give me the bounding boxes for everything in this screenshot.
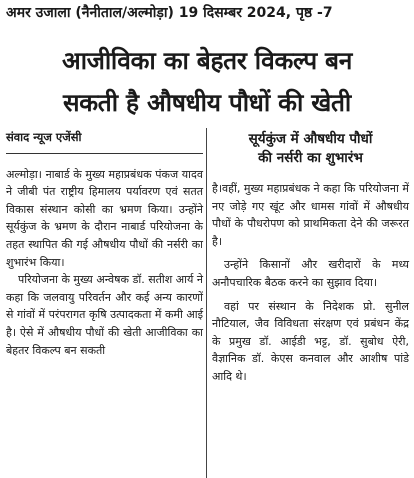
article-paragraph: है।वहीं, मुख्य महाप्रबंधक ने कहा कि परियोजना में नए जोड़े गए खूंट और धामस गांवों में औषधीय पौधों के पौधरोपण को प्राथमिकता देने की जरूरत है। bbox=[212, 182, 409, 248]
subheading bbox=[212, 130, 409, 168]
article-paragraph: वहां पर संस्थान के निदेशक प्रो. सुनील नौटियाल, जैव विविधता संरक्षण एवं प्रबंधन केंद्र के प्रमुख डॉ. आईडी भट्ट, डॉ. सुबोध ऐरी, वैज्ञानिक डॉ. केएस कनवाल और आशीष पांडे आदि थे। bbox=[212, 299, 409, 383]
right-column bbox=[212, 128, 409, 386]
article-paragraph: अल्मोड़ा। नाबार्ड के मुख्य महाप्रबंधक पंकज यादव ने जीबी पंत राष्ट्रीय हिमालय पर्यावरण एवं सतत विकास संस्थान कोसी का भ्रमण किया। उन्होंने सूर्यकुंज के भ्रमण के दौरान नाबार्ड परियोजना के तहत स्थापित की गई औषधीय पौधों की नर्सरी का शुभारंभ किया। bbox=[6, 167, 203, 269]
column-divider bbox=[206, 128, 207, 478]
headline bbox=[0, 40, 414, 124]
byline-rule bbox=[6, 153, 203, 154]
byline: संवाद न्यूज एजेंसी bbox=[6, 130, 82, 144]
subheading-line-2: की नर्सरी का शुभारंभ bbox=[258, 150, 363, 166]
headline-line-2: सकती है औषधीय पौधों की खेती bbox=[63, 88, 351, 117]
article-paragraph: परियोजना के मुख्य अन्वेषक डॉ. सतीश आर्य ने कहा कि जलवायु परिवर्तन और कई अन्य कारणों से गांवों में परंपरागत कृषि उत्पादकता में कमी आई है। ऐसे में औषधीय पौधों की खेती आजीविका का बेहतर विकल्प बन सकती bbox=[6, 273, 203, 357]
subheading-line-1: सूर्यकुंज में औषधीय पौधों bbox=[248, 131, 373, 147]
masthead: अमर उजाला (नैनीताल/अल्मोड़ा) 19 दिसम्बर 2024, पृष्ठ -7 bbox=[6, 5, 333, 21]
headline-line-1: आजीविका का बेहतर विकल्प बन bbox=[61, 46, 353, 75]
article-paragraph: उन्होंने किसानों और खरीदारों के मध्य अनौपचारिक बैठक करने का सुझाव दिया। bbox=[212, 258, 409, 289]
left-column bbox=[6, 128, 203, 359]
